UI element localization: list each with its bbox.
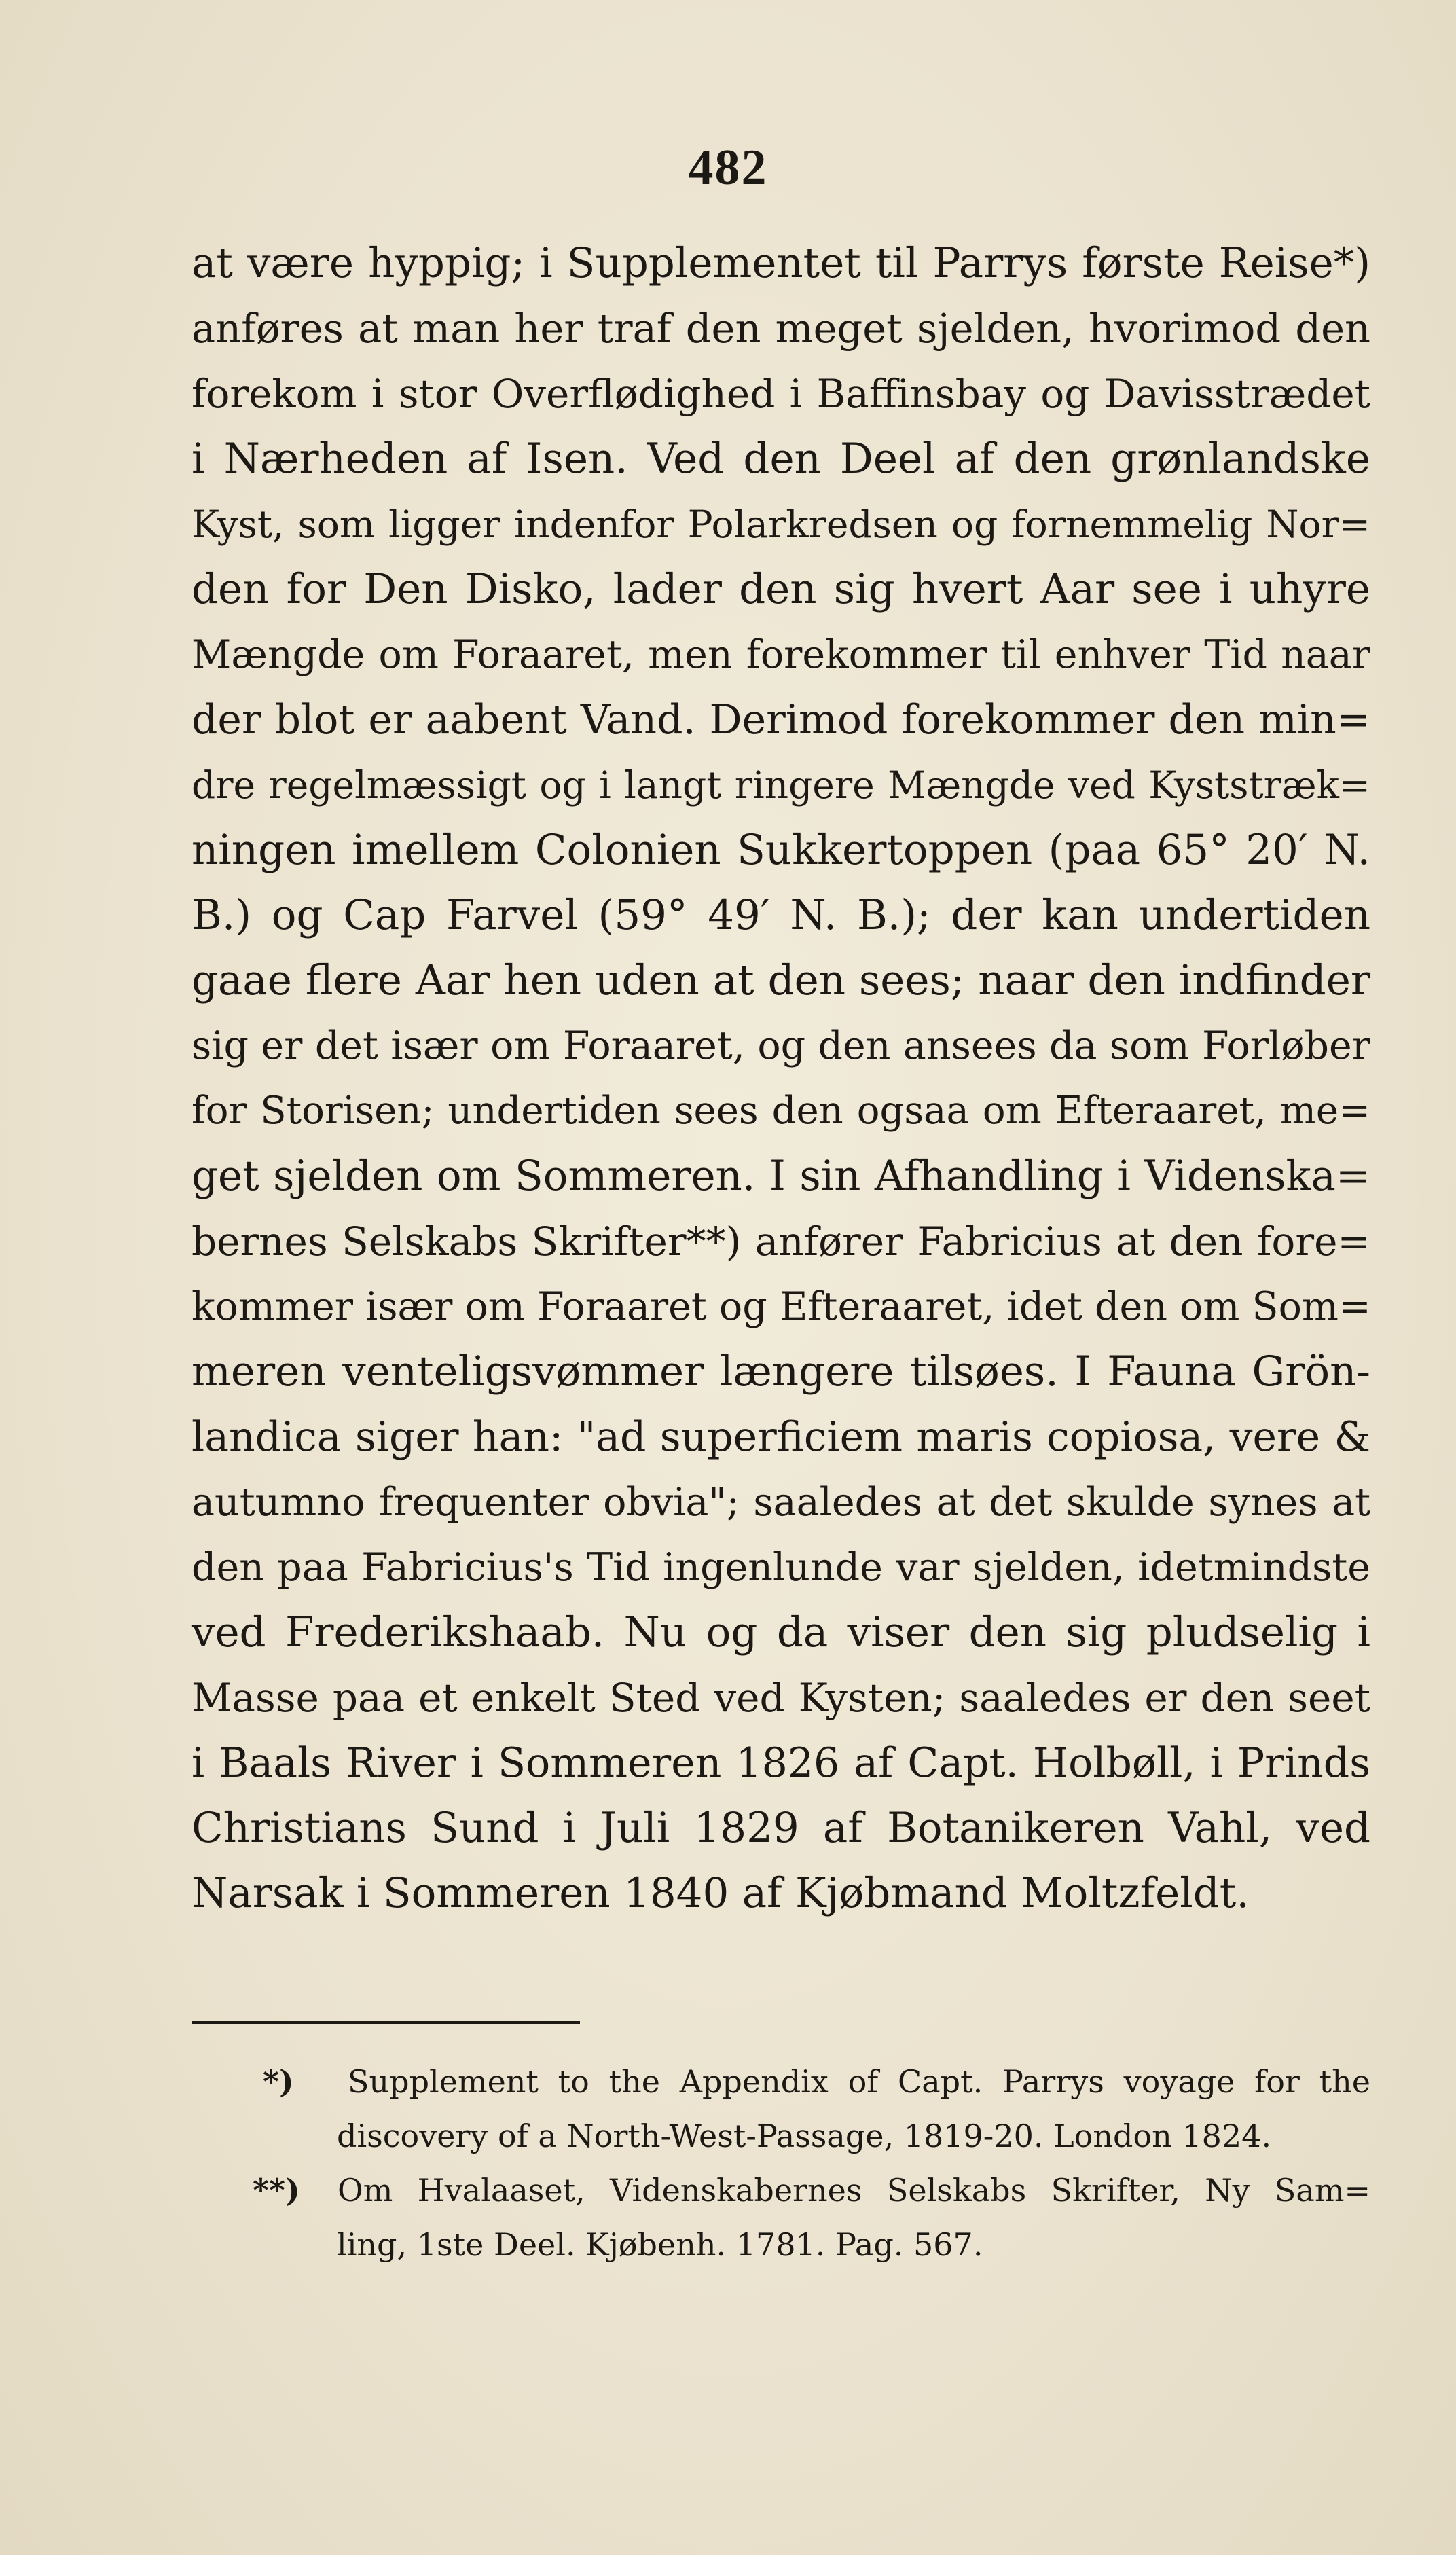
text-line: i Baals River i Sommeren 1826 af Capt. Holbøll, i Prinds	[192, 1739, 1370, 1787]
text-line: meren venteligsvømmer længere tilsøes. I Fauna Grön-	[192, 1347, 1370, 1396]
text-line: autumno frequenter obvia"; saaledes at det skulde synes at	[192, 1480, 1370, 1525]
footnote-divider	[192, 2021, 580, 2024]
text-line: at være hyppig; i Supplementet til Parrys første Reise*)	[192, 239, 1370, 287]
text-line: gaae flere Aar hen uden at den sees; naar den indfinder	[192, 956, 1370, 1004]
text-line: bernes Selskabs Skrifter**) anfører Fabricius at den fore=	[192, 1218, 1370, 1265]
page-number: 482	[688, 140, 768, 196]
text-line: den paa Fabricius's Tid ingenlunde var sjelden, idetmindste	[192, 1545, 1370, 1590]
footnote-1	[192, 2054, 1370, 2109]
footnote-marker: **)	[253, 2172, 300, 2209]
text-line: Masse paa et enkelt Sted ved Kysten; saaledes er den seet	[192, 1675, 1370, 1721]
text-line: Mængde om Foraaret, men forekommer til enhver Tid naar	[192, 632, 1370, 677]
footnote-marker: *)	[263, 2063, 294, 2100]
footnote-text: Om Hvalaaset, Videnskabernes Selskabs Skrifter, Ny Sam=	[338, 2172, 1370, 2209]
text-line: landica siger han: "ad superficiem maris copiosa, vere &	[192, 1413, 1370, 1461]
text-line: ved Frederikshaab. Nu og da viser den sig pludselig i	[192, 1608, 1370, 1656]
footnote-2-continuation: ling, 1ste Deel. Kjøbenh. 1781. Pag. 567.	[337, 2226, 983, 2263]
text-line: kommer især om Foraaret og Efteraaret, idet den om Som=	[192, 1284, 1371, 1329]
body-text	[192, 231, 1370, 1926]
text-line: Narsak i Sommeren 1840 af Kjøbmand Moltzfeldt.	[192, 1869, 1250, 1917]
footnote-2	[192, 2163, 1370, 2217]
text-line: for Storisen; undertiden sees den ogsaa om Efteraaret, me=	[192, 1089, 1370, 1133]
footnote-text: Supplement to the Appendix of Capt. Parrys voyage for the	[348, 2063, 1370, 2100]
footnote-1-continuation: discovery of a North-West-Passage, 1819-20. London 1824.	[337, 2118, 1272, 2154]
text-line: anføres at man her traf den meget sjelden, hvorimod den	[192, 305, 1370, 352]
text-line: get sjelden om Sommeren. I sin Afhandling i Videnska=	[192, 1152, 1370, 1200]
footnotes	[192, 2054, 1370, 2272]
text-line: sig er det især om Foraaret, og den ansees da som Forløber	[192, 1023, 1370, 1068]
text-line: Christians Sund i Juli 1829 af Botanikeren Vahl, ved	[192, 1804, 1370, 1852]
text-line: B.) og Cap Farvel (59° 49′ N. B.); der kan undertiden	[192, 891, 1370, 939]
text-line: dre regelmæssigt og i langt ringere Mængde ved Kyststræk=	[192, 763, 1370, 807]
text-line: ningen imellem Colonien Sukkertoppen (paa 65° 20′ N.	[192, 826, 1370, 874]
text-line: den for Den Disko, lader den sig hvert Aar see i uhyre	[192, 565, 1370, 613]
text-line: forekom i stor Overflødighed i Baffinsbay og Davisstrædet	[192, 371, 1370, 417]
text-line: Kyst, som ligger indenfor Polarkredsen og fornemmelig Nor=	[192, 503, 1370, 546]
text-line: i Nærheden af Isen. Ved den Deel af den grønlandske	[192, 435, 1370, 483]
text-line: der blot er aabent Vand. Derimod forekommer den min=	[192, 696, 1370, 744]
